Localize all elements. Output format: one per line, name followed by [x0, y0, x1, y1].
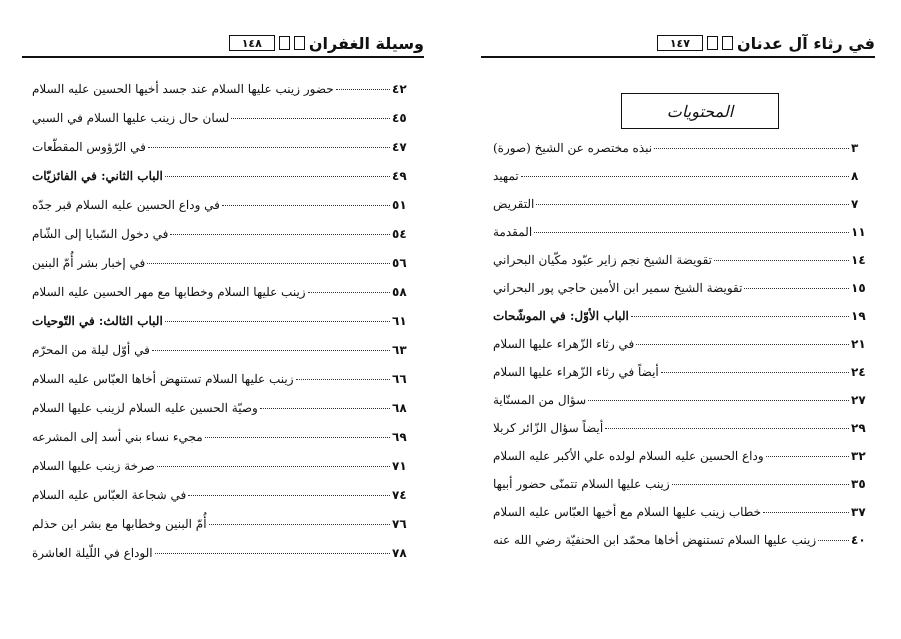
toc-entry-title: لسان حال زينب عليها السلام في السبي	[32, 111, 230, 125]
toc-dot-leader	[165, 321, 390, 322]
toc-entry	[493, 309, 875, 337]
toc-entry	[32, 285, 416, 314]
toc-entry-title: في وداع الحسين عليه السلام قبر جدّه	[32, 198, 220, 212]
right-toc-list	[493, 141, 875, 561]
toc-entry-page-number: ٧٦	[392, 517, 407, 531]
left-toc-list	[32, 82, 416, 575]
toc-entry	[493, 337, 875, 365]
toc-entry	[32, 372, 416, 401]
header-rule	[22, 56, 424, 58]
toc-entry-title: تقويضة الشيخ نجم زاير عبّود مكّيان البحراني	[493, 253, 713, 267]
toc-dot-leader	[165, 176, 390, 177]
right-page-number: ١٤٧	[657, 35, 703, 51]
toc-dot-leader	[714, 260, 849, 261]
toc-entry	[32, 256, 416, 285]
toc-entry-page-number: ٤٢	[392, 82, 407, 96]
left-header-title: وسيلة الغفران	[308, 33, 424, 53]
toc-entry	[493, 281, 875, 309]
toc-entry-title: صرخة زينب عليها السلام	[32, 459, 155, 473]
toc-entry-title: في دخول السّبايا إلى الشّام	[32, 227, 169, 241]
toc-entry	[32, 401, 416, 430]
toc-dot-leader	[147, 263, 390, 264]
toc-entry-page-number: ٦٣	[392, 343, 407, 357]
toc-entry-page-number: ٣٥	[851, 477, 866, 491]
toc-entry	[32, 227, 416, 256]
toc-entry-title: في الرّؤوس المقطّعات	[32, 140, 146, 154]
right-page-header	[481, 32, 875, 54]
toc-entry-title: في شجاعة العبّاس عليه السلام	[32, 488, 187, 502]
header-decor-box	[279, 36, 290, 50]
toc-entry-page-number: ٤٥	[392, 111, 407, 125]
toc-entry-page-number: ٥٤	[392, 227, 407, 241]
toc-entry-page-number: ٢٧	[851, 393, 866, 407]
left-page	[0, 0, 450, 639]
toc-entry-page-number: ٣٢	[851, 449, 866, 463]
toc-entry-title: الوداع في اللّيلة العاشرة	[32, 546, 153, 560]
toc-entry-title: في رثاء الزّهراء عليها السلام	[493, 337, 635, 351]
toc-entry	[32, 82, 416, 111]
toc-entry-page-number: ٢٤	[851, 365, 866, 379]
toc-entry-title: زينب عليها السلام تستنهض أخاها العبّاس عليه السلام	[32, 372, 294, 386]
toc-dot-leader	[260, 408, 390, 409]
toc-entry	[32, 111, 416, 140]
toc-dot-leader	[605, 428, 849, 429]
toc-entry-page-number: ١٤	[851, 253, 866, 267]
toc-entry-title: أُمّ البنين وخطابها مع بشر ابن حذلم	[32, 517, 207, 531]
toc-entry-title: تمهيد	[493, 169, 519, 183]
toc-dot-leader	[636, 344, 849, 345]
left-page-header	[22, 32, 424, 54]
toc-dot-leader	[521, 176, 849, 177]
toc-entry-title: التقريض	[493, 197, 535, 211]
toc-entry-page-number: ٢١	[851, 337, 866, 351]
header-decor-box	[707, 36, 718, 50]
toc-entry-page-number: ٧١	[392, 459, 407, 473]
toc-dot-leader	[157, 466, 390, 467]
toc-dot-leader	[152, 350, 390, 351]
toc-entry-title: الباب الثالث: في التّوحيات	[32, 314, 163, 328]
header-rule	[481, 56, 875, 58]
toc-dot-leader	[188, 495, 390, 496]
toc-dot-leader	[631, 316, 849, 317]
toc-entry	[493, 197, 875, 225]
toc-entry	[32, 140, 416, 169]
toc-entry	[493, 449, 875, 477]
toc-dot-leader	[170, 234, 390, 235]
toc-dot-leader	[818, 540, 849, 541]
toc-dot-leader	[336, 89, 390, 90]
toc-entry-title: وصيّة الحسين عليه السلام لزينب عليها السلام	[32, 401, 258, 415]
toc-entry-page-number: ٧	[851, 197, 859, 211]
toc-entry	[493, 253, 875, 281]
toc-dot-leader	[654, 148, 849, 149]
toc-entry-page-number: ٦٩	[392, 430, 407, 444]
toc-entry-page-number: ١٩	[851, 309, 866, 323]
left-page-number: ١٤٨	[229, 35, 275, 51]
right-page	[451, 0, 901, 639]
toc-entry-title: الباب الثاني: في الفائزيّات	[32, 169, 163, 183]
toc-entry	[32, 169, 416, 198]
toc-entry	[493, 225, 875, 253]
toc-dot-leader	[231, 118, 390, 119]
toc-entry	[493, 169, 875, 197]
toc-dot-leader	[148, 147, 390, 148]
toc-dot-leader	[588, 400, 849, 401]
toc-entry	[493, 421, 875, 449]
toc-dot-leader	[155, 553, 390, 554]
toc-entry-title: تقويضة الشيخ سمير ابن الأمين حاجي پور البحراني	[493, 281, 743, 295]
toc-dot-leader	[536, 204, 849, 205]
toc-entry	[32, 430, 416, 459]
toc-entry-page-number: ٤٧	[392, 140, 407, 154]
right-header-title: في رثاء آل عدنان	[737, 33, 875, 53]
toc-dot-leader	[672, 484, 849, 485]
toc-entry	[32, 198, 416, 227]
toc-entry-page-number: ٥١	[392, 198, 407, 212]
toc-dot-leader	[661, 372, 849, 373]
toc-entry-page-number: ٦٨	[392, 401, 407, 415]
toc-dot-leader	[209, 524, 390, 525]
toc-entry-page-number: ٧٤	[392, 488, 407, 502]
toc-entry-page-number: ٦٦	[392, 372, 407, 386]
toc-entry-title: زينب عليها السلام تستنهض أخاها محمّد ابن الحنفيّة رضي الله عنه	[493, 533, 817, 547]
toc-entry	[32, 517, 416, 546]
toc-entry-title: أيضاً سؤال الزّائر كربلا	[493, 421, 604, 435]
toc-entry-title: مجيء نساء بني أسد إلى المشرعه	[32, 430, 203, 444]
toc-entry-page-number: ٦١	[392, 314, 407, 328]
toc-entry-title: الباب الأوّل: في الموشّحات	[493, 309, 629, 323]
toc-entry	[32, 459, 416, 488]
toc-entry	[32, 314, 416, 343]
toc-entry-title: زينب عليها السلام تتمنّى حضور أبيها	[493, 477, 670, 491]
toc-entry-page-number: ٣٧	[851, 505, 866, 519]
toc-entry	[32, 488, 416, 517]
toc-entry-title: في إخبار بشر أُمّ البنين	[32, 256, 146, 270]
toc-entry-page-number: ٨	[851, 169, 859, 183]
contents-heading-box	[621, 93, 779, 129]
toc-entry-title: وداع الحسين عليه السلام لولده علي الأكبر عليه السلام	[493, 449, 764, 463]
toc-entry	[493, 477, 875, 505]
toc-dot-leader	[296, 379, 390, 380]
toc-entry-page-number: ٣	[851, 141, 859, 155]
toc-entry-page-number: ٧٨	[392, 546, 407, 560]
toc-dot-leader	[308, 292, 390, 293]
toc-dot-leader	[744, 288, 849, 289]
toc-entry	[493, 141, 875, 169]
header-decor-box	[722, 36, 733, 50]
toc-entry	[493, 393, 875, 421]
toc-entry	[493, 533, 875, 561]
toc-entry-page-number: ١٥	[851, 281, 866, 295]
toc-entry-title: زينب عليها السلام وخطابها مع مهر الحسين عليه السلام	[32, 285, 306, 299]
toc-entry-title: سؤال من المسنّاية	[493, 393, 587, 407]
toc-dot-leader	[205, 437, 390, 438]
toc-entry	[493, 365, 875, 393]
toc-entry	[32, 343, 416, 372]
toc-entry-title: المقدمة	[493, 225, 533, 239]
header-decor-box	[294, 36, 305, 50]
contents-heading: المحتويات	[666, 101, 734, 121]
toc-entry-page-number: ٤٠	[851, 533, 866, 547]
toc-entry-page-number: ٢٩	[851, 421, 866, 435]
toc-entry-page-number: ٥٦	[392, 256, 407, 270]
toc-dot-leader	[534, 232, 849, 233]
toc-entry-title: في أوّل ليلة من المحرّم	[32, 343, 150, 357]
toc-entry-page-number: ٤٩	[392, 169, 407, 183]
toc-dot-leader	[763, 512, 849, 513]
toc-entry-page-number: ١١	[851, 225, 866, 239]
toc-dot-leader	[222, 205, 390, 206]
toc-entry	[493, 505, 875, 533]
toc-entry-title: حضور زينب عليها السلام عند جسد أخيها الحسين عليه السلام	[32, 82, 334, 96]
toc-entry-title: خطاب زينب عليها السلام مع أخيها العبّاس عليه السلام	[493, 505, 762, 519]
toc-entry-page-number: ٥٨	[392, 285, 407, 299]
toc-entry-title: أيضاً في رثاء الزّهراء عليها السلام	[493, 365, 659, 379]
toc-entry	[32, 546, 416, 575]
toc-dot-leader	[766, 456, 849, 457]
toc-entry-title: نبذه مختصره عن الشيخ (صورة)	[493, 141, 653, 155]
